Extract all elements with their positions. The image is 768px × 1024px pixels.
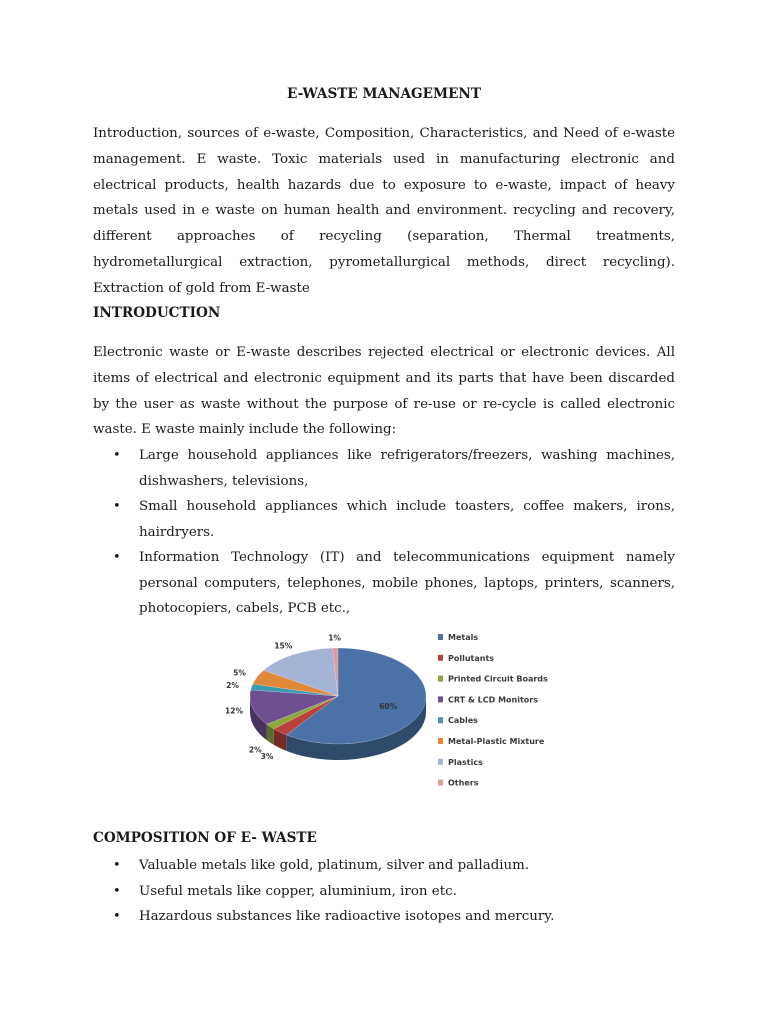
composition-pie-chart [225, 628, 548, 796]
legend-entry: Printed Circuit Boards [448, 674, 548, 684]
list-item-text: Large household appliances like refrigerators/freezers, washing machines, dishwashers, televisions, [139, 448, 675, 489]
list-item [93, 494, 675, 545]
list-item-text: Information Technology (IT) and telecommunications equipment namely personal computers, telephones, mobile phones, laptops, printers, scanners, photocopiers, cabels, PCB etc., [139, 550, 675, 616]
introduction-heading: INTRODUCTION [93, 305, 221, 321]
legend-swatch [438, 634, 443, 640]
legend-entry: Others [448, 778, 479, 788]
pie-label: 2% [226, 681, 239, 690]
bullet-icon: • [113, 499, 121, 514]
legend-entry: CRT & LCD Monitors [448, 695, 538, 705]
legend-entry: Plastics [448, 757, 483, 767]
legend-entry: Metal-Plastic Mixture [448, 737, 545, 746]
list-item [93, 545, 675, 622]
legend-entry: Cables [448, 716, 478, 726]
list-item-text: Valuable metals like gold, platinum, silver and palladium. [139, 858, 530, 873]
legend-swatch [438, 696, 443, 702]
legend-entry: Pollutants [448, 653, 495, 663]
pie-label: 60% [379, 701, 398, 711]
composition-heading: COMPOSITION OF E- WASTE [93, 830, 317, 846]
pie-label: 3% [260, 751, 274, 761]
list-item [93, 853, 675, 879]
list-item-text: Hazardous substances like radioactive isotopes and mercury. [139, 909, 555, 924]
pie-label: 2% [248, 745, 262, 755]
list-item [93, 904, 675, 930]
list-item-text: Useful metals like copper, aluminium, iron etc. [139, 883, 457, 899]
legend-swatch [438, 676, 443, 682]
legend-swatch [438, 738, 443, 744]
intro-paragraph: Introduction, sources of e-waste, Composition, Characteristics, and Need of e-waste management. E waste. Toxic materials used in manufacturing electronic and electrical products, health hazards due to exposure to e-waste, impact of heavy metals used in e waste on human health and environment. recycling and recovery, different approaches of recycling (separation, Thermal treatments, hydrometallurgical extraction, pyrometallurgical methods, direct recycling). Extraction of gold from E-waste [93, 126, 675, 296]
pie-label: 12% [225, 706, 243, 716]
pie-label: 5% [233, 668, 246, 678]
document-title: E-WASTE MANAGEMENT [287, 86, 481, 102]
bullet-icon: • [113, 909, 121, 924]
pie-label: 15% [274, 641, 293, 651]
ewaste-categories-list [93, 443, 675, 622]
legend-swatch [438, 717, 443, 723]
legend-swatch [438, 655, 443, 661]
list-item-text: Small household appliances which include toasters, coffee makers, irons, hairdryers. [139, 499, 675, 540]
bullet-icon: • [113, 448, 121, 463]
bullet-icon: • [113, 550, 121, 565]
list-item [93, 443, 675, 494]
legend-entry: Metals [448, 633, 479, 642]
pie-label: 1% [328, 633, 341, 643]
bullet-icon: • [113, 858, 121, 873]
list-item [93, 879, 675, 905]
bullet-icon: • [113, 883, 121, 899]
introduction-paragraph: Electronic waste or E-waste describes rejected electrical or electronic devices. All items of electrical and electronic equipment and its parts that have been discarded by the user as waste without the purpose of re-use or re-cycle is called electronic waste. E waste mainly include the following: [93, 345, 675, 438]
pie-chart-svg [225, 628, 548, 796]
legend-swatch [438, 780, 443, 786]
legend-swatch [438, 759, 443, 765]
composition-list [93, 853, 675, 930]
